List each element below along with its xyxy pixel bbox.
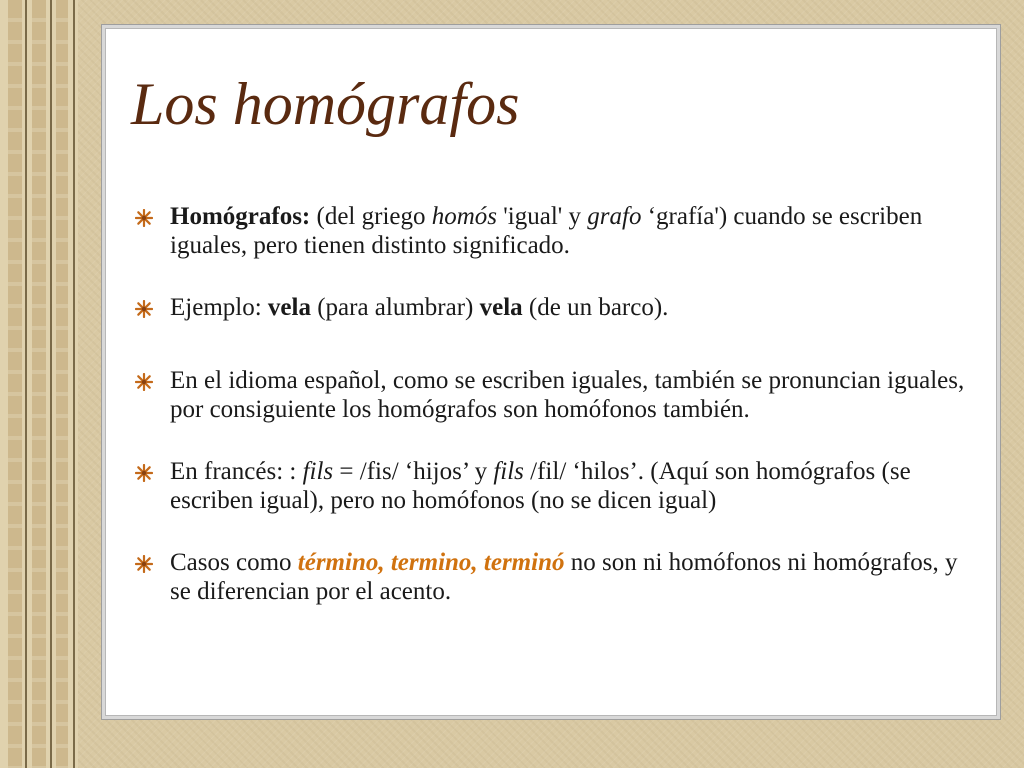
border-rail [50, 0, 52, 768]
asterisk-bullet-icon [135, 209, 153, 227]
accent-words [298, 549, 565, 576]
border-stripe [32, 0, 46, 768]
term-label: Homógrafos: [170, 203, 311, 230]
decorative-left-border [0, 0, 78, 768]
bullet-list [130, 202, 980, 606]
bullet-text: En francés: : [170, 458, 303, 485]
bullet-text: ‘grafía') cuando se escriben iguales, pero tienen distinto significado. [170, 203, 923, 259]
accent-words-text: término, termino, terminó [297, 549, 565, 576]
border-rail [73, 0, 75, 768]
bullet-item [130, 548, 980, 606]
greek-word: grafo [587, 203, 642, 230]
example-word: vela [479, 294, 523, 321]
bullet-item [130, 293, 980, 322]
border-stripe [56, 0, 68, 768]
bullet-item [130, 366, 980, 424]
bullet-text: Casos como [170, 549, 298, 576]
border-rail [25, 0, 27, 768]
bullet-text: (de un barco). [522, 294, 669, 321]
bullet-text: (para alumbrar) [310, 294, 480, 321]
bullet-text: 'igual' y [497, 203, 588, 230]
asterisk-bullet-icon [135, 555, 153, 573]
greek-word: homós [431, 203, 498, 230]
french-word: fils [302, 458, 334, 485]
bullet-text: En el idioma español, como se escriben iguales, también se pronuncian iguales, por consiguiente los homógrafos son homófonos también. [170, 367, 965, 423]
french-word: fils [493, 458, 524, 485]
asterisk-bullet-icon [135, 464, 153, 482]
example-word: vela [267, 294, 311, 321]
bullet-text: Ejemplo: [170, 294, 268, 321]
bullet-text: (del griego [310, 203, 432, 230]
slide-title: Los homógrafos [131, 71, 520, 137]
bullet-text: = /fis/ ‘hijos’ y [333, 458, 494, 485]
bullet-item [130, 457, 980, 515]
bullet-text: no son ni homófonos ni homógrafos, y se diferencian por el acento. [170, 549, 958, 605]
border-stripe [8, 0, 22, 768]
asterisk-bullet-icon [135, 300, 153, 318]
bullet-text: /fil/ ‘hilos’. (Aquí son homógrafos (se escriben igual), pero no homófonos (no se dicen igual) [170, 458, 911, 514]
bullet-item [130, 202, 980, 260]
asterisk-bullet-icon [135, 373, 153, 391]
